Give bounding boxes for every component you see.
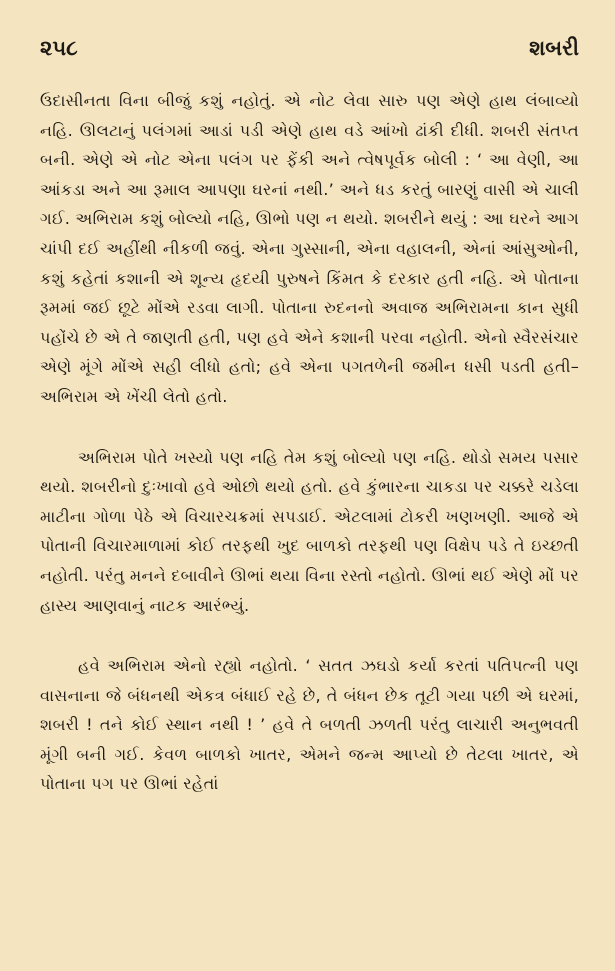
body-text	[40, 86, 579, 799]
page-header	[40, 36, 579, 61]
paragraph: હવે અભિરામ એનો રહ્યો નહોતો. ‘ સતત ઝઘડો કર્યા કરતાં પતિપત્ની પણ વાસનાના જે બંધનથી એકત્ર બંધાઈ રહે છે, તે બંધન છેક તૂટી ગયા પછી એ ઘરમાં, શબરી ! તને કોઈ સ્થાન નથી ! ’ હવે તે બળતી ઝળતી પરંતુ લાચારી અનુભવતી મૂંગી બની ગઈ. કેવળ બાળકો ખાતર, એમને જન્મ આપ્યો છે તેટલા ખાતર, એ પોતાના પગ પર ઊભાં રહેતાં	[40, 656, 579, 794]
paragraph: ઉદાસીનતા વિના બીજું કશું નહોતું. એ નોટ લેવા સારુ પણ એણે હાથ લંબાવ્યો નહિ. ઊલટાનું પલંગમાં આડાં પડી એણે હાથ વડે આંખો ઢાંકી દીધી. શબરી સંતપ્ત બની. એણે એ નોટ એના પલંગ પર ફેંકી અને ત્વેષપૂર્વક બોલી : ‘ આ વેણી, આ આંકડા અને આ રૂમાલ આપણા ઘરનાં નથી.’ અને ધડ કરતું બારણું વાસી એ ચાલી ગઈ. અભિરામ કશું બોલ્યો નહિ, ઊભો પણ ન થયો. શબરીને થયું : આ ઘરને આગ ચાંપી દઈ અહીંથી નીકળી જવું. એના ગુસ્સાની, એના વહાલની, એનાં આંસુઓની, કશું કહેતાં કશાની એ શૂન્ય હૃદયી પુરુષને કિંમત કે દરકાર હતી નહિ. એ પોતાના રૂમમાં જઈ છૂટે મોંએ રડવા લાગી. પોતાના રુદનનો અવાજ અભિરામના કાન સુધી પહોંચે છે એ તે જાણતી હતી, પણ હવે એને કશાની પરવા નહોતી. એનો સ્વૈરસંચાર એણે મૂંગે મોંએ સહી લીધો હતો; હવે એના પગતળેની જમીન ધસી પડતી હતી–અભિરામ એ ખેંચી લેતો હતો.	[40, 91, 579, 406]
paragraph: અભિરામ પોતે ખસ્યો પણ નહિ તેમ કશું બોલ્યો પણ નહિ. થોડો સમય પસાર થયો. શબરીનો દુઃખાવો હવે ઓછો થયો હતો. હવે કુંભારના ચાકડા પર ચક્કરે ચડેલા માટીના ગોળા પેઠે એ વિચારચક્રમાં સપડાઈ. એટલામાં ટોકરી ખણખણી. આજે એ પોતાની વિચારમાળામાં કોઈ તરફથી ખુદ બાળકો તરફથી પણ વિક્ષેપ પડે તે ઇચ્છતી નહોતી. પરંતુ મનને દબાવીને ઊભાં થયા વિના રસ્તો નહોતો. ઊભાં થઈ એણે મોં પર હાસ્ય આણવાનું નાટક આરંભ્યું.	[40, 447, 579, 615]
page-number: ૨૫૮	[40, 36, 78, 60]
running-title: શબરી	[529, 36, 579, 60]
